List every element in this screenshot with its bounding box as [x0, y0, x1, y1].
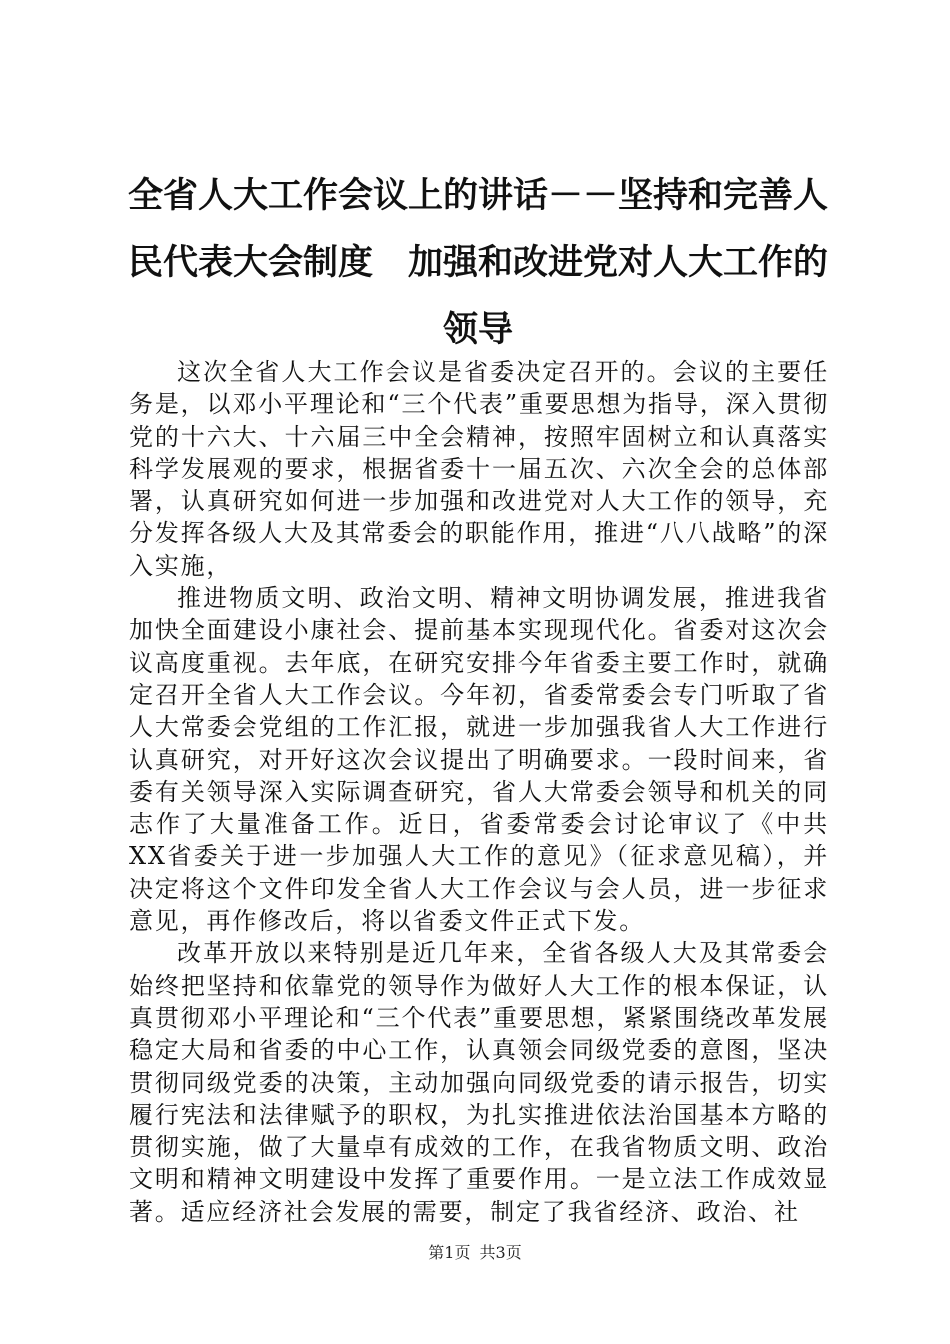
paragraph-1: 这次全省人大工作会议是省委决定召开的。会议的主要任务是，以邓小平理论和“三个代表”重要思想为指导，深入贯彻党的十六大、十六届三中全会精神，按照牢固树立和认真落实科学发展观的要求，根据省委十一届五次、六次全会的总体部署，认真研究如何进一步加强和改进党对人大工作的领导，充分发挥各级人大及其常委会的职能作用，推进“八八战略”的深入实施， [129, 358, 829, 580]
title-line-1: 全省人大工作会议上的讲话－－坚持和完善人 [128, 176, 829, 216]
page-footer [0, 1243, 950, 1263]
page-number: 第1页 [428, 1243, 471, 1262]
document-body [129, 356, 829, 1228]
document-title [128, 163, 828, 364]
page-total: 共3页 [479, 1243, 522, 1262]
title-line-2: 民代表大会制度 加强和改进党对人大工作的 [128, 243, 829, 283]
paragraph-2: 推进物质文明、政治文明、精神文明协调发展，推进我省加快全面建设小康社会、提前基本实现现代化。省委对这次会议高度重视。去年底，在研究安排今年省委主要工作时，就确定召开全省人大工作会议。今年初，省委常委会专门听取了省人大常委会党组的工作汇报，就进一步加强我省人大工作进行认真研究，对开好这次会议提出了明确要求。一段时间来，省委有关领导深入实际调查研究，省人大常委会领导和机关的同志作了大量准备工作。近日，省委常委会讨论审议了《中共XX省委关于进一步加强人大工作的意见》（征求意见稿），并决定将这个文件印发全省人大工作会议与会人员，进一步征求意见，再作修改后，将以省委文件正式下发。 [129, 584, 829, 936]
title-line-3: 领导 [442, 310, 513, 350]
paragraph-3: 改革开放以来特别是近几年来，全省各级人大及其常委会始终把坚持和依靠党的领导作为做好人大工作的根本保证，认真贯彻邓小平理论和“三个代表”重要思想，紧紧围绕改革发展稳定大局和省委的中心工作，认真领会同级党委的意图，坚决贯彻同级党委的决策，主动加强向同级党委的请示报告，切实履行宪法和法律赋予的职权，为扎实推进依法治国基本方略的贯彻实施，做了大量卓有成效的工作，在我省物质文明、政治文明和精神文明建设中发挥了重要作用。一是立法工作成效显著。适应经济社会发展的需要，制定了我省经济、政治、社 [129, 939, 829, 1226]
